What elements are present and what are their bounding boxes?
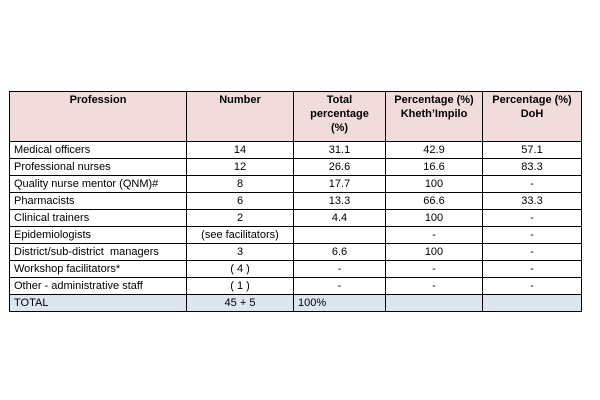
header-kheth-line2: Kheth’Impilo: [400, 108, 468, 120]
header-kheth-line1: Percentage (%): [394, 94, 474, 106]
cell-profession: Workshop facilitators*: [10, 261, 187, 278]
total-row: [10, 295, 582, 312]
cell-profession: Professional nurses: [10, 159, 187, 176]
header-profession-label: Profession: [69, 94, 127, 106]
header-number-label: Number: [219, 94, 261, 106]
header-number: [187, 92, 294, 142]
cell-percentage-kheth: 42.9: [386, 142, 483, 159]
cell-profession: District/sub-district managers: [10, 244, 187, 261]
cell-percentage-doh: -: [483, 278, 582, 295]
cell-percentage-kheth: 66.6: [386, 193, 483, 210]
cell-percentage-doh: -: [483, 176, 582, 193]
header-doh-line1: Percentage (%): [492, 94, 572, 106]
cell-total-kheth: [386, 295, 483, 312]
cell-total-doh: [483, 295, 582, 312]
cell-percentage-doh: -: [483, 244, 582, 261]
table-row: [10, 159, 582, 176]
cell-profession: Epidemiologists: [10, 227, 187, 244]
cell-number: ( 1 ): [187, 278, 294, 295]
cell-percentage-kheth: 100: [386, 176, 483, 193]
cell-total-label: TOTAL: [10, 295, 187, 312]
cell-percentage-doh: 57.1: [483, 142, 582, 159]
cell-percentage-doh: 33.3: [483, 193, 582, 210]
header-total-percentage: [294, 92, 386, 142]
table-row: [10, 193, 582, 210]
header-total-line2: percentage: [310, 108, 369, 120]
cell-total-percentage: 26.6: [294, 159, 386, 176]
cell-profession: Quality nurse mentor (QNM)#: [10, 176, 187, 193]
cell-number: ( 4 ): [187, 261, 294, 278]
cell-number: (see facilitators): [187, 227, 294, 244]
table-header-row: [10, 92, 582, 142]
cell-profession: Medical officers: [10, 142, 187, 159]
cell-total-percentage: 17.7: [294, 176, 386, 193]
cell-percentage-doh: -: [483, 261, 582, 278]
cell-total-number: 45 + 5: [187, 295, 294, 312]
table-row: [10, 244, 582, 261]
header-total-line3: (%): [330, 122, 349, 134]
header-total-line1: Total: [326, 94, 353, 106]
header-doh-line2: DoH: [520, 108, 544, 120]
cell-percentage-kheth: -: [386, 227, 483, 244]
table-row: [10, 142, 582, 159]
cell-total-percentage: 4.4: [294, 210, 386, 227]
cell-percentage-doh: -: [483, 210, 582, 227]
header-profession: [10, 92, 187, 142]
cell-percentage-kheth: 100: [386, 244, 483, 261]
cell-number: 6: [187, 193, 294, 210]
cell-number: 8: [187, 176, 294, 193]
cell-total-percentage: [294, 227, 386, 244]
table-row: [10, 210, 582, 227]
cell-total-percentage: 31.1: [294, 142, 386, 159]
table-row: [10, 278, 582, 295]
cell-total-percentage-sum: 100%: [294, 295, 386, 312]
cell-number: 3: [187, 244, 294, 261]
cell-percentage-kheth: 100: [386, 210, 483, 227]
cell-total-percentage: -: [294, 278, 386, 295]
header-percentage-kheth: [386, 92, 483, 142]
table-row: [10, 227, 582, 244]
cell-percentage-kheth: -: [386, 278, 483, 295]
cell-percentage-kheth: 16.6: [386, 159, 483, 176]
cell-percentage-kheth: -: [386, 261, 483, 278]
cell-profession: Other - administrative staff: [10, 278, 187, 295]
cell-total-percentage: 13.3: [294, 193, 386, 210]
table-row: [10, 261, 582, 278]
cell-profession: Clinical trainers: [10, 210, 187, 227]
cell-percentage-doh: -: [483, 227, 582, 244]
cell-profession: Pharmacists: [10, 193, 187, 210]
cell-total-percentage: -: [294, 261, 386, 278]
cell-percentage-doh: 83.3: [483, 159, 582, 176]
cell-total-percentage: 6.6: [294, 244, 386, 261]
cell-number: 14: [187, 142, 294, 159]
cell-number: 12: [187, 159, 294, 176]
table-row: [10, 176, 582, 193]
header-percentage-doh: [483, 92, 582, 142]
cell-number: 2: [187, 210, 294, 227]
profession-table: [9, 91, 582, 312]
